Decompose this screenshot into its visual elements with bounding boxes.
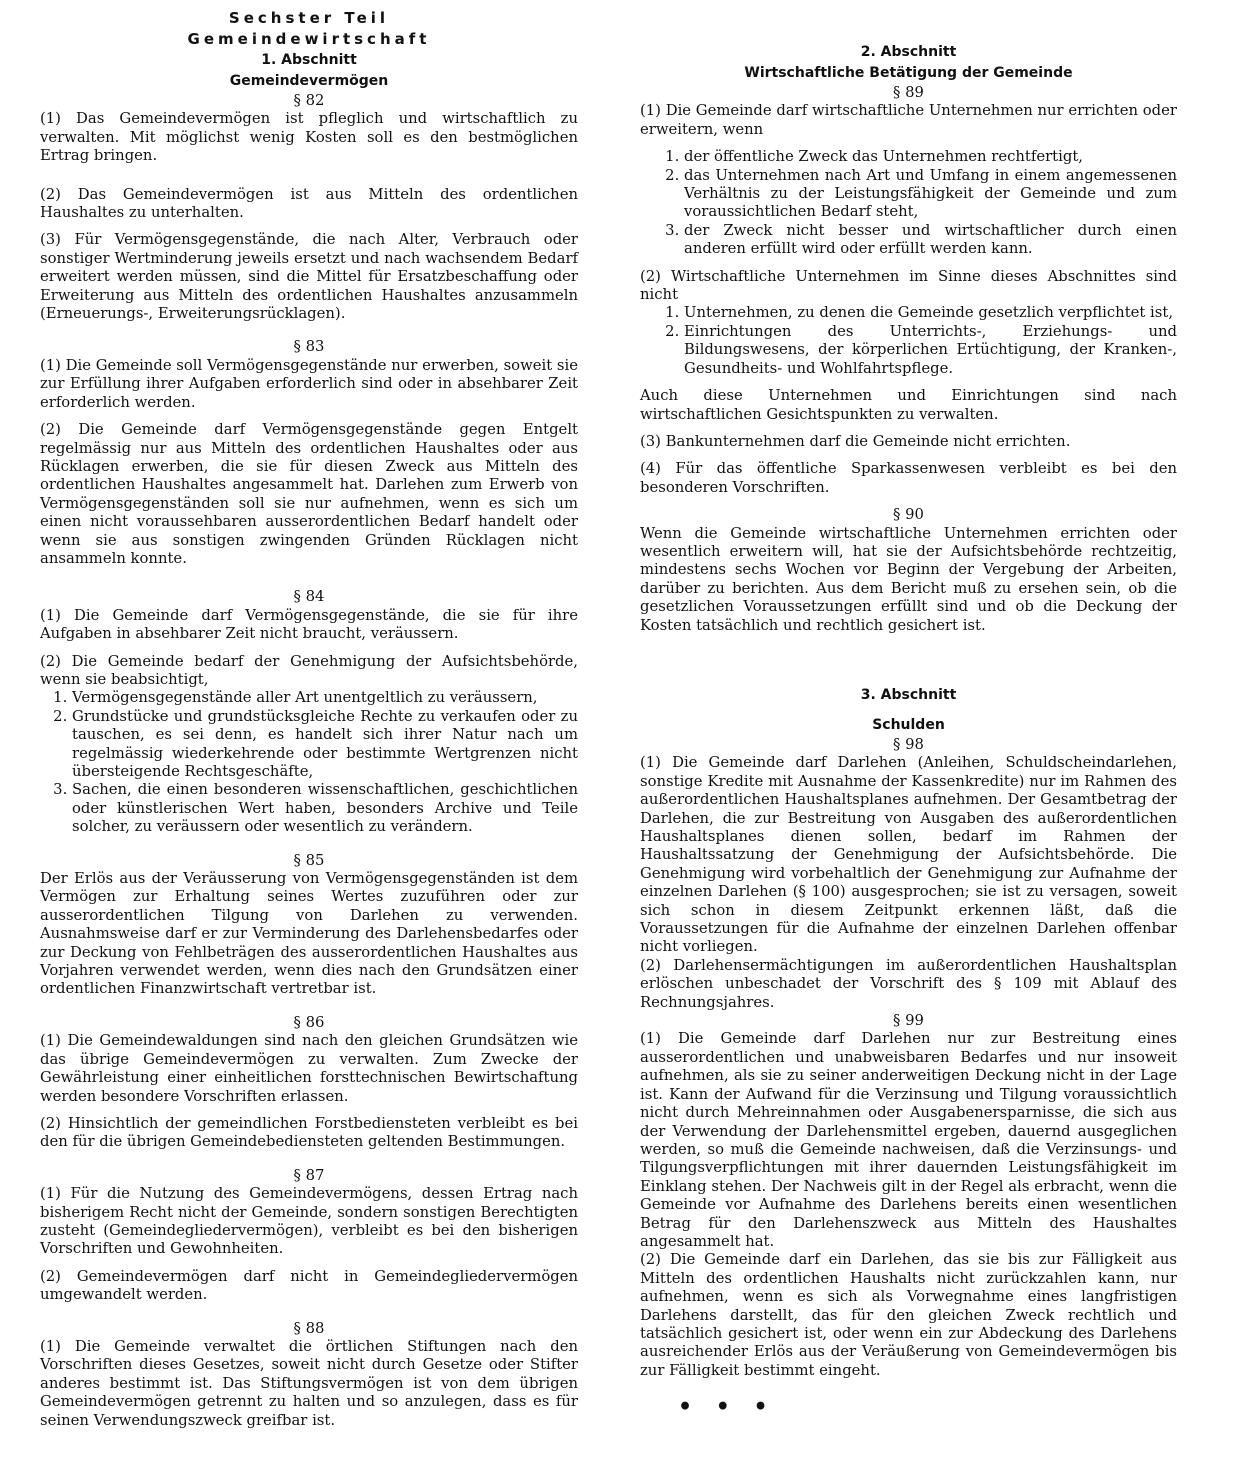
paragraph-number: § 89 [893, 84, 924, 101]
ellipsis-marker: • • • [678, 1394, 776, 1421]
subsection-text: (1) Die Gemeindewaldungen sind nach den gleichen Grundsätzen wie das übrige Gemeindevermögen zu verwalten. Zum Zwecke der Gewährleistung einer einheitlichen forsttechnischen Bewirtschaftung werden besondere Vorschriften erlassen. [40, 1032, 578, 1105]
numbered-list [40, 689, 578, 836]
subsection-text: (3) Bankunternehmen darf die Gemeinde nicht errichten. [640, 432, 1071, 450]
subsection-text: (1) Für die Nutzung des Gemeindevermögens, dessen Ertrag nach bisherigem Recht nicht der Gemeinde, sondern sonstigen Berechtigten zusteht (Gemeindegliedervermögen), verbleibt es bei den bisherigen Vorschriften und Gewohnheiten. [40, 1185, 578, 1258]
paragraph-number: § 98 [893, 735, 924, 753]
paragraph-number: § 99 [893, 1012, 924, 1030]
subsection-text: (1) Die Gemeinde darf Vermögensgegenstände, die sie für ihre Aufgaben in absehbarer Zeit nicht braucht, veräussern. [40, 606, 578, 643]
subsection-text: (2) Die Gemeinde darf ein Darlehen, das sie bis zur Fälligkeit aus Mitteln des ordentlichen Haushalts nicht zurückzahlen kann, nur aufnehmen, wenn es sich als Vorwegnahme eines langfristigen Darlehens darstellt, das für den gleichen Zweck rechtlich und tatsächlich gesichert ist, oder wenn ein zur Abdeckung des Darlehens ausreichender Erlös aus der Veräußerung von Gemeindevermögen bis zur Fälligkeit bestimmt eingeht. [640, 1251, 1177, 1379]
subsection-text: (4) Für das öffentliche Sparkassenwesen verbleibt es bei den besonderen Vorschriften. [640, 460, 1177, 496]
paragraph-number: § 90 [893, 506, 924, 524]
section-heading: 3. Abschnitt [860, 686, 957, 703]
paragraph-number: § 83 [293, 338, 325, 356]
subsection-text: (2) Hinsichtlich der gemeindlichen Forstbediensteten verbleibt es bei den für die übrigen Gemeindebediensteten geltenden Bestimmungen. [40, 1114, 578, 1151]
paragraph-number: § 82 [293, 92, 325, 109]
section-heading: 1. Abschnitt [261, 52, 357, 68]
list-item: 2. Einrichtungen des Unterrichts-, Erziehungs- und Bildungswesens, der körperlichen Ertüchtigung, der Kranken-, Gesundheits- und Wohlfahrtspflege. [684, 323, 1177, 378]
list-item: 3. Sachen, die einen besonderen wissenschaftlichen, geschichtlichen oder künstlerischen Wert haben, besonders Archive und Teile solcher, zu veräussern oder wesentlich zu verändern. [72, 781, 578, 836]
paragraph-number: § 85 [293, 851, 325, 869]
subsection-text: (3) Für Vermögensgegenstände, die nach Alter, Verbrauch oder sonstiger Wertminderung jeweils ersetzt und nach wachsendem Bedarf erweitert werden müssen, sind die Mittel für Ersatzbeschaffung oder Erweiterung aus Mitteln des ordentlichen Haushaltes anzusammeln (Erneuerungs-, Erweiterungsrücklagen). [40, 231, 578, 323]
paragraph-text: Wenn die Gemeinde wirtschaftliche Unternehmen errichten oder wesentlich erweitern will, hat sie der Aufsichtsbehörde rechtzeitig, mindestens sechs Wochen vor Beginn der Vergebung der Arbeiten, darüber zu berichten. Aus dem Bericht muß zu ersehen sein, ob die gesetzlichen Voraussetzungen erfüllt sind und ob die Deckung der Kosten tatsächlich und rechtlich gesichert ist. [640, 524, 1177, 634]
list-item: 1. Vermögensgegenstände aller Art unentgeltlich zu veräussern, [72, 689, 578, 707]
paragraph-number: § 88 [293, 1319, 325, 1337]
subsection-text: (2) Die Gemeinde darf Vermögensgegenstände gegen Entgelt regelmässig nur aus Mitteln des ordentlichen Haushaltes oder aus Rücklagen erwerben, die sie für diesen Zweck aus Mitteln des ordentlichen Haushaltes angesammelt hat. Darlehen zum Erwerb von Vermögensgegenständen soll sie nur aufnehmen, wenn es sich um einen nicht voraussehbaren ausserordentlichen Bedarf handelt oder wenn sie aus sonstigen zwingenden Gründen Rücklagen nicht ansammeln konnte. [40, 421, 578, 567]
subsection-text: (1) Die Gemeinde darf Darlehen (Anleihen, Schuldscheindarlehen, sonstige Kredite mit Ausnahme der Kassenkredite) nur im Rahmen des außerordentlichen Haushaltsplanes aufnehmen. Der Gesamtbetrag der Darlehen, die zur Bestreitung von Ausgaben des außerordentlichen Haushaltsplanes dienen sollen, bedarf im Rahmen der Haushaltssatzung der Genehmigung der Aufsichtsbehörde. Die Genehmigung wird vorbehaltlich der Genehmigung zur Aufnahme der einzelnen Darlehen (§ 100) ausgesprochen; sie ist zu versagen, soweit sich schon in diesem Zeitpunkt erkennen läßt, daß die Voraussetzungen für die Aufnahme der einzelnen Darlehen offenbar nicht vorliegen. [640, 754, 1177, 956]
paragraph-number: § 87 [293, 1166, 325, 1184]
section-heading: 2. Abschnitt [860, 44, 957, 60]
list-item: 2. das Unternehmen nach Art und Umfang in einem angemessenen Verhältnis zu der Leistungsfähigkeit der Gemeinde und zum voraussichtlichen Bedarf steht, [684, 167, 1177, 222]
section-title: Schulden [872, 716, 945, 733]
subsection-text: (1) Die Gemeinde verwaltet die örtlichen Stiftungen nach den Vorschriften dieses Gesetzes, soweit nicht durch Gesetze oder Stifter anderes bestimmt ist. Das Stiftungsvermögen ist von dem übrigen Gemeindevermögen getrennt zu halten und so anzulegen, dass es für seinen Verwendungszweck greifbar ist. [40, 1337, 578, 1429]
paragraph-text: Der Erlös aus der Veräusserung von Vermögensgegenständen ist dem Vermögen zur Erhaltung seines Wertes zuzuführen oder zur ausserordentlichen Tilgung von Darlehen zu verwenden. Ausnahmsweise darf er zur Verminderung des Darlehensbedarfes oder zur Deckung von Fehlbeträgen des ausserordentlichen Haushaltes aus Vorjahren verwendet werden, wenn dies nach den Grundsätzen einer ordentlichen Finanzwirtschaft vertretbar ist. [40, 870, 578, 998]
subsection-text: (1) Die Gemeinde darf wirtschaftliche Unternehmen nur errichten oder erweitern, wenn [640, 102, 1177, 138]
list-item: 1. Unternehmen, zu denen die Gemeinde gesetzlich verpflichtet ist, [684, 304, 1177, 322]
numbered-list [640, 304, 1177, 378]
left-column [40, 8, 578, 1430]
part-title: Sechster Teil [228, 9, 390, 27]
subsection-text: (2) Wirtschaftliche Unternehmen im Sinne dieses Abschnittes sind nicht [640, 267, 1177, 304]
section-title: Wirtschaftliche Betätigung der Gemeinde [744, 65, 1073, 81]
paragraph-number: § 84 [293, 588, 325, 606]
subsection-text: (2) Darlehensermächtigungen im außerordentlichen Haushaltsplan erlöschen unbeschadet der Vorschrift des § 109 mit Ablauf des Rechnungsjahres. [640, 956, 1177, 1011]
subsection-text: (2) Gemeindevermögen darf nicht in Gemeindegliedervermögen umgewandelt werden. [40, 1267, 578, 1304]
list-item: 3. der Zweck nicht besser und wirtschaftlicher durch einen anderen erfüllt wird oder erfüllt werden kann. [684, 222, 1177, 259]
list-item: 1. der öffentliche Zweck das Unternehmen rechtfertigt, [684, 148, 1177, 166]
list-item: 2. Grundstücke und grundstücksgleiche Rechte zu verkaufen oder zu tauschen, es sei denn, es handelt sich ihrer Natur nach um regelmässig wiederkehrende oder bestimmte Wertgrenzen nicht übersteigende Rechtsgeschäfte, [72, 708, 578, 782]
subsection-text: (2) Das Gemeindevermögen ist aus Mitteln des ordentlichen Haushaltes zu unterhalten. [40, 185, 578, 222]
subsection-text: (1) Die Gemeinde soll Vermögensgegenstände nur erwerben, soweit sie zur Erfüllung ihrer Aufgaben erforderlich sind oder in absehbarer Zeit erforderlich werden. [40, 356, 578, 411]
subsection-text: (2) Die Gemeinde bedarf der Genehmigung der Aufsichtsbehörde, wenn sie beabsichtigt, [40, 652, 578, 688]
section-title: Gemeindevermögen [229, 73, 389, 89]
numbered-list [640, 148, 1177, 258]
subsection-text: (1) Das Gemeindevermögen ist pfleglich und wirtschaftlich zu verwalten. Mit möglichst wenig Kosten soll es den bestmöglichen Ertrag bringen. [40, 110, 578, 165]
part-subtitle: Gemeindewirtschaft [187, 30, 431, 48]
subsection-text: Auch diese Unternehmen und Einrichtungen sind nach wirtschaftlichen Gesichtspunkten zu verwalten. [640, 387, 1177, 423]
subsection-text: (1) Die Gemeinde darf Darlehen nur zur Bestreitung eines ausserordentlichen und unabweisbaren Bedarfes und nur insoweit aufnehmen, als sie zu seiner anderweitigen Deckung nicht in der Lage ist. Kann der Aufwand für die Verzinsung und Tilgung voraussichtlich nicht durch Mehreinnahmen oder Ausgabenersparnisse, die sich aus der Verwendung der Darlehensmittel ergeben, dauernd ausgeglichen werden, so muß die Gemeinde nachweisen, daß die Verzinsungs- und Tilgungsverpflichtungen mit ihrer dauernden Leistungsfähigkeit im Einklang stehen. Der Nachweis gilt in der Regel als erbracht, wenn die Gemeinde vor Aufnahme des Darlehens bereits einen wesentlichen Betrag für den Darlehenszweck aus Mitteln des Haushaltes angesammelt hat. [640, 1030, 1177, 1250]
paragraph-number: § 86 [293, 1013, 325, 1031]
right-column [640, 42, 1177, 1420]
